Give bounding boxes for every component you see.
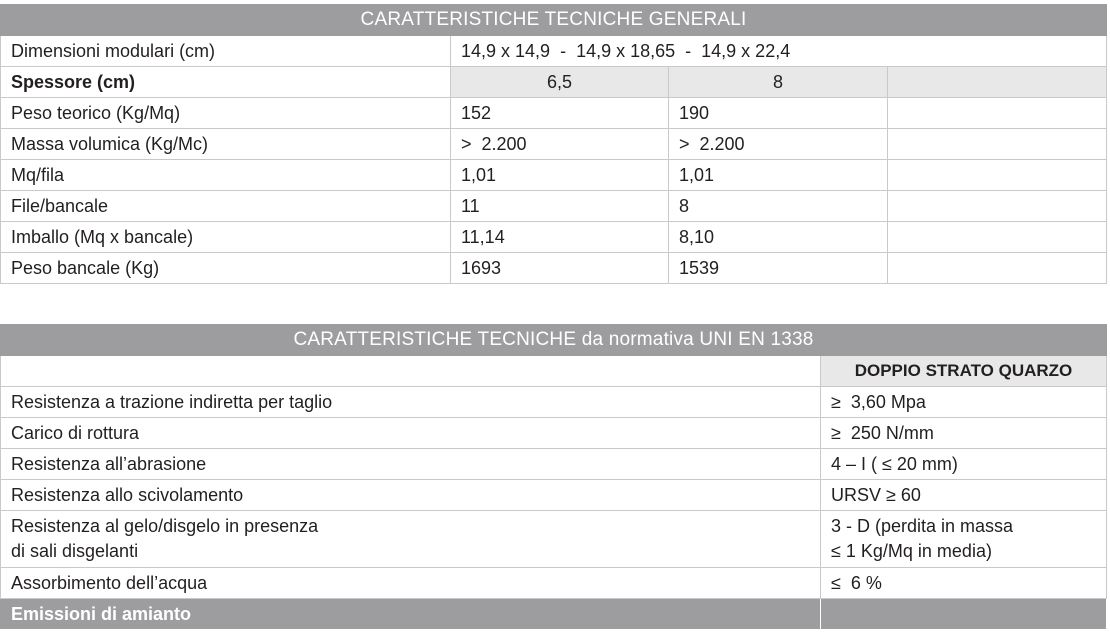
general-title-row [1, 5, 1107, 36]
row-label: Carico di rottura [1, 418, 821, 449]
cell-value: 190 [669, 98, 888, 129]
cell-value: 1539 [669, 253, 888, 284]
normative-specs-table [0, 324, 1107, 630]
thickness-row [1, 67, 1107, 98]
column-header: DOPPIO STRATO QUARZO [821, 356, 1107, 387]
table-row [1, 480, 1107, 511]
cell-value: 1,01 [451, 160, 669, 191]
cell-value [888, 222, 1107, 253]
cell-value-line: ≤ 1 Kg/Mq in media) [831, 541, 992, 561]
row-label: Massa volumica (Kg/Mc) [1, 129, 451, 160]
row-label-line: Resistenza al gelo/disgelo in presenza [11, 516, 319, 536]
table-row [1, 418, 1107, 449]
row-label: Imballo (Mq x bancale) [1, 222, 451, 253]
cell-value: 1,01 [669, 160, 888, 191]
cell-value [888, 191, 1107, 222]
cell-value: 8 [669, 191, 888, 222]
cell-value: ≥ 250 N/mm [821, 418, 1107, 449]
row-label: Peso bancale (Kg) [1, 253, 451, 284]
row-label: File/bancale [1, 191, 451, 222]
row-label: Resistenza all’abrasione [1, 449, 821, 480]
cell-value: ≥ 3,60 Mpa [821, 387, 1107, 418]
row-label-line: di sali disgelanti [11, 541, 139, 561]
row-label: Dimensioni modulari (cm) [1, 36, 451, 67]
cell-value: 4 – I ( ≤ 20 mm) [821, 449, 1107, 480]
table-row [1, 568, 1107, 599]
cell-value: URSV ≥ 60 [821, 480, 1107, 511]
row-label: Peso teorico (Kg/Mq) [1, 98, 451, 129]
cell-value [888, 160, 1107, 191]
table-row [1, 387, 1107, 418]
thickness-value: 6,5 [451, 67, 669, 98]
table-row [1, 129, 1107, 160]
table-row [1, 222, 1107, 253]
cell-value-line: 3 - D (perdita in massa [831, 516, 1014, 536]
thickness-value: 8 [669, 67, 888, 98]
cell-value: > 2.200 [451, 129, 669, 160]
general-specs-table [0, 4, 1107, 284]
table-row [1, 160, 1107, 191]
normative-table-title: CARATTERISTICHE TECNICHE da normativa UNI EN 1338 [1, 325, 1107, 356]
row-label: Assorbimento dell’acqua [1, 568, 821, 599]
thickness-value [888, 67, 1107, 98]
cell-value: 152 [451, 98, 669, 129]
asbestos-value [821, 599, 1107, 630]
table-row [1, 191, 1107, 222]
cell-value: 11,14 [451, 222, 669, 253]
table-row [1, 511, 1107, 568]
column-header-row [1, 356, 1107, 387]
thickness-label: Spessore (cm) [1, 67, 451, 98]
empty-header-cell [1, 356, 821, 387]
general-table-title: CARATTERISTICHE TECNICHE GENERALI [1, 5, 1107, 36]
row-label: Mq/fila [1, 160, 451, 191]
modular-dimensions-value: 14,9 x 14,9 - 14,9 x 18,65 - 14,9 x 22,4 [451, 36, 1107, 67]
cell-value [888, 253, 1107, 284]
cell-value [821, 511, 1107, 568]
asbestos-row [1, 599, 1107, 630]
row-label: Resistenza a trazione indiretta per taglio [1, 387, 821, 418]
cell-value: 11 [451, 191, 669, 222]
asbestos-label: Emissioni di amianto [1, 599, 821, 630]
cell-value: > 2.200 [669, 129, 888, 160]
row-label [1, 511, 821, 568]
table-row [1, 36, 1107, 67]
table-row [1, 449, 1107, 480]
cell-value [888, 98, 1107, 129]
cell-value: ≤ 6 % [821, 568, 1107, 599]
normative-title-row [1, 325, 1107, 356]
cell-value: 8,10 [669, 222, 888, 253]
table-row [1, 253, 1107, 284]
cell-value [888, 129, 1107, 160]
table-row [1, 98, 1107, 129]
cell-value: 1693 [451, 253, 669, 284]
row-label: Resistenza allo scivolamento [1, 480, 821, 511]
